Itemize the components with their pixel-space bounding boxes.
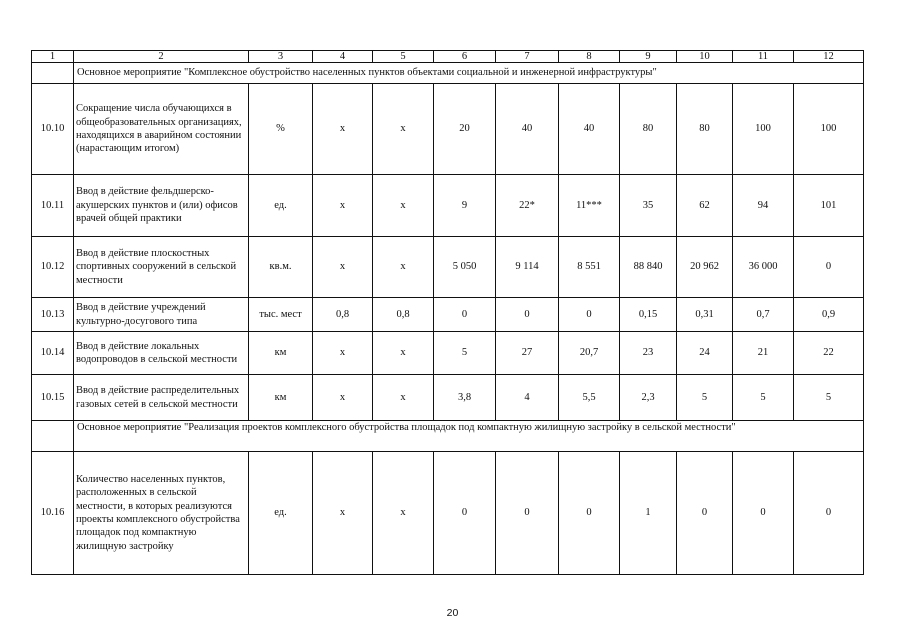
row-number: 10.11	[32, 175, 74, 237]
value-cell: 0,31	[677, 298, 733, 332]
row-number: 10.16	[32, 452, 74, 575]
value-cell: х	[313, 332, 373, 375]
value-cell: 101	[794, 175, 864, 237]
unit-cell: ед.	[249, 452, 313, 575]
col-header: 6	[434, 51, 496, 63]
value-cell: 80	[620, 84, 677, 175]
value-cell: х	[313, 452, 373, 575]
value-cell: х	[313, 84, 373, 175]
value-cell: 5 050	[434, 237, 496, 298]
value-cell: х	[373, 332, 434, 375]
value-cell: 5	[677, 375, 733, 421]
value-cell: 0	[559, 452, 620, 575]
table-row	[32, 175, 864, 237]
value-cell: 5,5	[559, 375, 620, 421]
value-cell: 27	[496, 332, 559, 375]
value-cell: 0,9	[794, 298, 864, 332]
col-header: 1	[32, 51, 74, 63]
value-cell: 0,8	[313, 298, 373, 332]
table-row	[32, 237, 864, 298]
value-cell: х	[313, 175, 373, 237]
section-row	[32, 421, 864, 452]
unit-cell: тыс. мест	[249, 298, 313, 332]
section-title: Основное мероприятие "Комплексное обустройство населенных пунктов объектами социальной и инженерной инфраструктуры"	[74, 63, 864, 84]
row-number: 10.12	[32, 237, 74, 298]
indicators-table	[31, 50, 864, 575]
value-cell: 24	[677, 332, 733, 375]
value-cell: х	[313, 375, 373, 421]
unit-cell: км	[249, 375, 313, 421]
table-row	[32, 84, 864, 175]
value-cell: 0,7	[733, 298, 794, 332]
value-cell: х	[373, 237, 434, 298]
value-cell: 40	[496, 84, 559, 175]
value-cell: х	[373, 175, 434, 237]
indicator-name: Количество населенных пунктов, расположенных в сельской местности, в которых реализуются проекты комплексного обустройства площадок под компактную жилищную застройку	[74, 452, 249, 575]
col-header: 7	[496, 51, 559, 63]
section-title: Основное мероприятие "Реализация проектов комплексного обустройства площадок под компактную жилищную застройку в сельской местности"	[74, 421, 864, 452]
row-number: 10.14	[32, 332, 74, 375]
value-cell: х	[373, 84, 434, 175]
col-header: 12	[794, 51, 864, 63]
row-number: 10.10	[32, 84, 74, 175]
value-cell: 100	[794, 84, 864, 175]
value-cell: 9	[434, 175, 496, 237]
table-row	[32, 332, 864, 375]
value-cell: х	[313, 237, 373, 298]
indicator-name: Ввод в действие плоскостных спортивных сооружений в сельской местности	[74, 237, 249, 298]
value-cell: 22	[794, 332, 864, 375]
value-cell: 21	[733, 332, 794, 375]
value-cell: 23	[620, 332, 677, 375]
value-cell: 88 840	[620, 237, 677, 298]
value-cell: 20 962	[677, 237, 733, 298]
value-cell: 1	[620, 452, 677, 575]
value-cell: х	[373, 452, 434, 575]
unit-cell: кв.м.	[249, 237, 313, 298]
value-cell: 100	[733, 84, 794, 175]
col-header: 11	[733, 51, 794, 63]
column-numbers-row	[32, 51, 864, 63]
col-header: 8	[559, 51, 620, 63]
value-cell: 36 000	[733, 237, 794, 298]
table-row	[32, 298, 864, 332]
value-cell: 11***	[559, 175, 620, 237]
col-header: 2	[74, 51, 249, 63]
value-cell: 0	[434, 298, 496, 332]
indicator-name: Ввод в действие фельдшерско-акушерских пунктов и (или) офисов врачей общей практики	[74, 175, 249, 237]
value-cell: 0	[434, 452, 496, 575]
col-header: 3	[249, 51, 313, 63]
row-number: 10.15	[32, 375, 74, 421]
value-cell: 5	[434, 332, 496, 375]
unit-cell: %	[249, 84, 313, 175]
table-row	[32, 452, 864, 575]
table-row	[32, 375, 864, 421]
col-header: 4	[313, 51, 373, 63]
value-cell: 35	[620, 175, 677, 237]
col-header: 10	[677, 51, 733, 63]
value-cell: х	[373, 375, 434, 421]
indicator-name: Ввод в действие локальных водопроводов в сельской местности	[74, 332, 249, 375]
value-cell: 20,7	[559, 332, 620, 375]
indicator-name: Ввод в действие учреждений культурно-досугового типа	[74, 298, 249, 332]
value-cell: 0	[794, 452, 864, 575]
value-cell: 0	[733, 452, 794, 575]
row-number: 10.13	[32, 298, 74, 332]
value-cell: 62	[677, 175, 733, 237]
col-header: 5	[373, 51, 434, 63]
unit-cell: км	[249, 332, 313, 375]
value-cell: 4	[496, 375, 559, 421]
value-cell: 20	[434, 84, 496, 175]
value-cell: 9 114	[496, 237, 559, 298]
value-cell: 0	[496, 452, 559, 575]
value-cell: 0,15	[620, 298, 677, 332]
value-cell: 5	[733, 375, 794, 421]
value-cell: 0,8	[373, 298, 434, 332]
value-cell: 3,8	[434, 375, 496, 421]
value-cell: 0	[559, 298, 620, 332]
value-cell: 40	[559, 84, 620, 175]
value-cell: 0	[677, 452, 733, 575]
col-header: 9	[620, 51, 677, 63]
value-cell: 22*	[496, 175, 559, 237]
value-cell: 80	[677, 84, 733, 175]
indicator-name: Сокращение числа обучающихся в общеобразовательных организациях, находящихся в аварийном состоянии (нарастающим итогом)	[74, 84, 249, 175]
value-cell: 8 551	[559, 237, 620, 298]
unit-cell: ед.	[249, 175, 313, 237]
page-number: 20	[446, 607, 459, 619]
value-cell: 94	[733, 175, 794, 237]
value-cell: 5	[794, 375, 864, 421]
value-cell: 0	[794, 237, 864, 298]
section-row	[32, 63, 864, 84]
value-cell: 0	[496, 298, 559, 332]
value-cell: 2,3	[620, 375, 677, 421]
indicator-name: Ввод в действие распределительных газовых сетей в сельской местности	[74, 375, 249, 421]
